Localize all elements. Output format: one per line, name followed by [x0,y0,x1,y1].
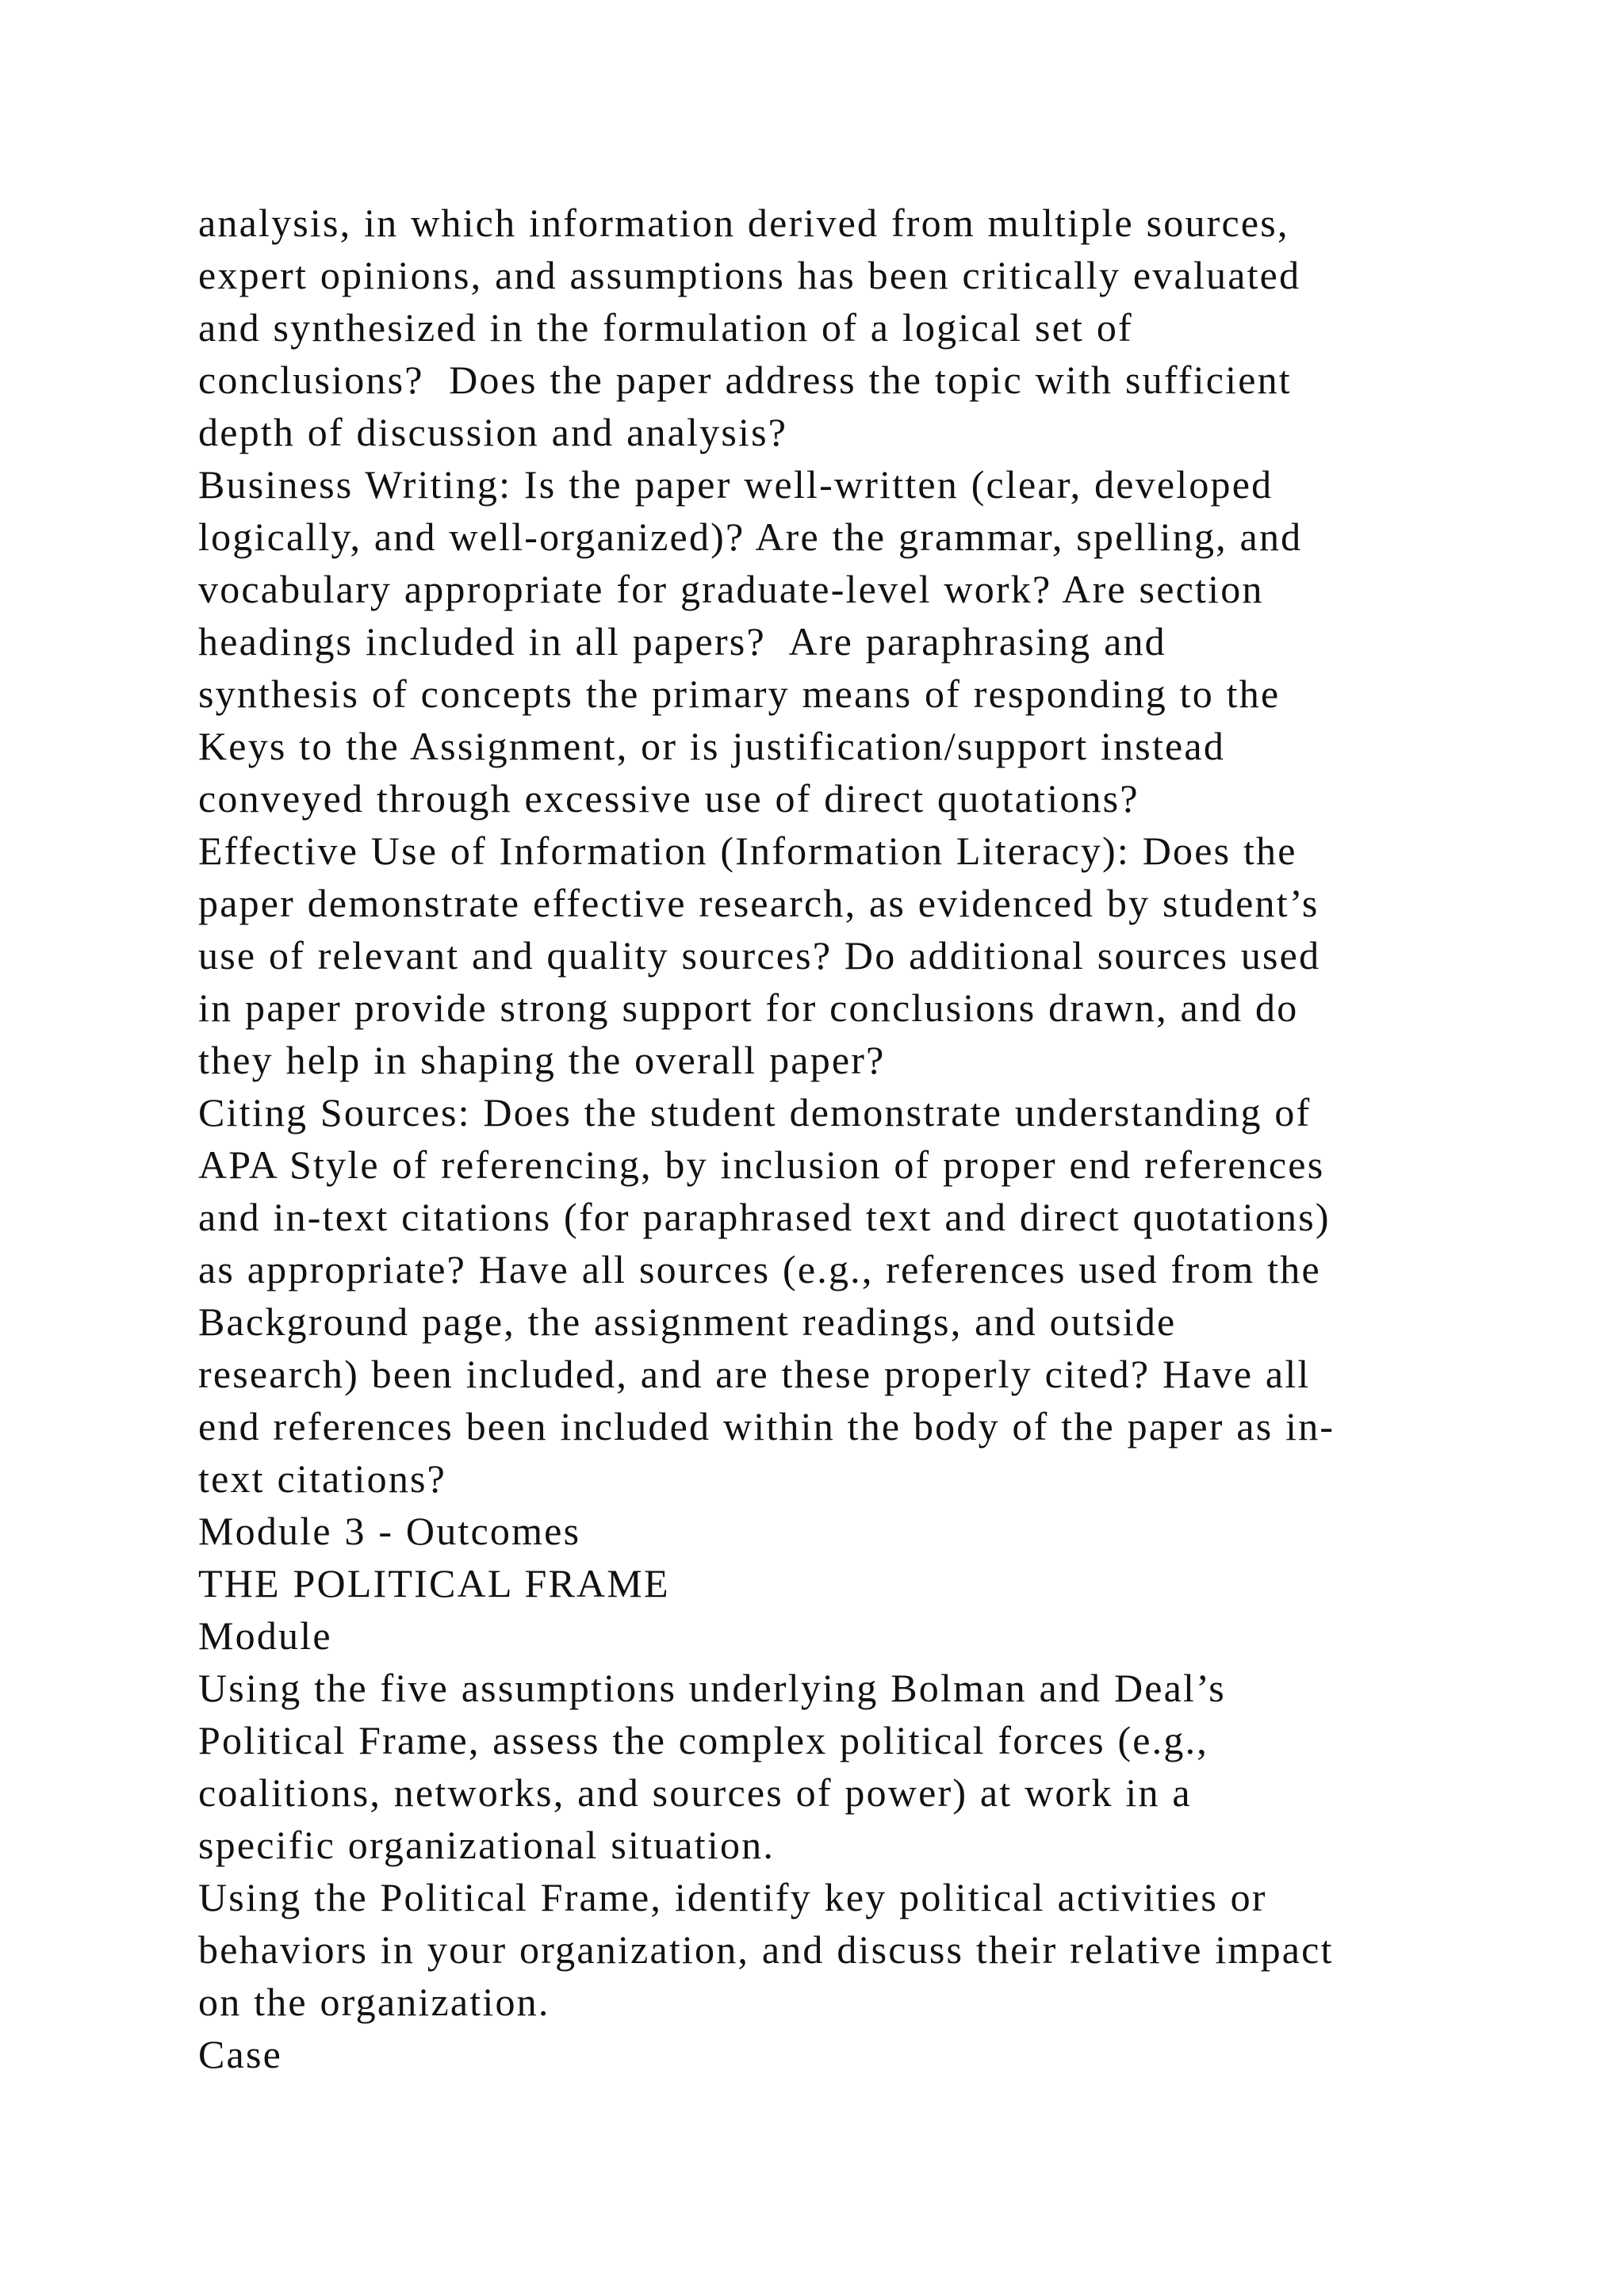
section-heading: Module 3 - Outcomes [198,1509,581,1553]
text-line: expert opinions, and assumptions has been critically evaluated [198,253,1301,297]
text-line: in paper provide strong support for conclusions drawn, and do [198,985,1299,1030]
text-line: as appropriate? Have all sources (e.g., references used from the [198,1247,1321,1292]
text-line: analysis, in which information derived from multiple sources, [198,201,1289,245]
document-body [198,197,1467,2080]
text-line: and synthesized in the formulation of a logical set of [198,305,1133,350]
text-line: on the organization. [198,1980,550,2024]
text-line: Background page, the assignment readings, and outside [198,1299,1177,1344]
text-line: headings included in all papers? Are paraphrasing and [198,619,1166,664]
text-line: Political Frame, assess the complex political forces (e.g., [198,1718,1208,1762]
text-line: behaviors in your organization, and discuss their relative impact [198,1927,1334,1972]
text-line: research) been included, and are these properly cited? Have all [198,1352,1311,1396]
text-line: APA Style of referencing, by inclusion of proper end references [198,1142,1325,1187]
text-line: Keys to the Assignment, or is justification/support instead [198,724,1226,768]
text-line: Effective Use of Information (Information Literacy): Does the [198,828,1297,873]
section-heading: THE POLITICAL FRAME [198,1561,670,1605]
text-line: coalitions, networks, and sources of power) at work in a [198,1770,1192,1815]
text-line: and in-text citations (for paraphrased text and direct quotations) [198,1195,1331,1239]
text-line: Citing Sources: Does the student demonstrate understanding of [198,1090,1312,1135]
text-line: end references been included within the body of the paper as in- [198,1404,1335,1448]
text-line: text citations? [198,1456,447,1501]
text-line: conveyed through excessive use of direct quotations? [198,776,1139,821]
section-heading: Case [198,2032,282,2076]
text-line: depth of discussion and analysis? [198,410,788,454]
text-line: vocabulary appropriate for graduate-level work? Are section [198,567,1264,611]
text-line: conclusions? Does the paper address the topic with sufficient [198,358,1292,402]
text-line: specific organizational situation. [198,1823,776,1867]
text-line: logically, and well-organized)? Are the grammar, spelling, and [198,515,1303,559]
text-line: Using the Political Frame, identify key political activities or [198,1875,1267,1919]
text-line: they help in shaping the overall paper? [198,1038,886,1082]
text-line: paper demonstrate effective research, as evidenced by student’s [198,881,1320,925]
text-line: synthesis of concepts the primary means of responding to the [198,672,1281,716]
text-line: Business Writing: Is the paper well-written (clear, developed [198,462,1274,507]
text-line: use of relevant and quality sources? Do additional sources used [198,933,1321,978]
text-line: Using the five assumptions underlying Bolman and Deal’s [198,1666,1226,1710]
section-heading: Module [198,1613,332,1658]
